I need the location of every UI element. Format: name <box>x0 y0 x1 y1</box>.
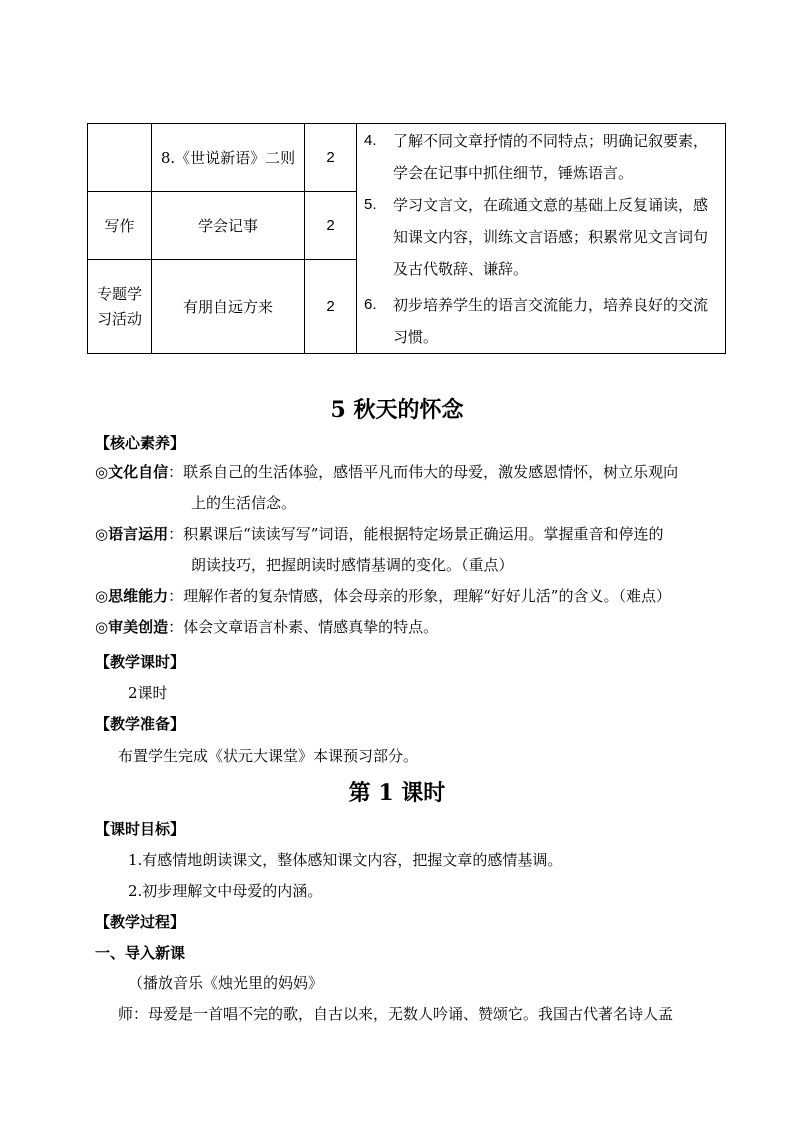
table-cell-hours: 2 <box>305 260 357 354</box>
goal-header: 【课时目标】 <box>95 820 186 838</box>
table-cell-category <box>88 124 152 192</box>
goal-item-1: 1.有感情地朗读课文，整体感知课文内容，把握文章的感情基调。 <box>128 851 563 869</box>
table-cell-content: 学会记事 <box>152 191 305 260</box>
section-heading: 一、导入新课 <box>95 944 186 962</box>
table-cell-hours: 2 <box>305 124 357 192</box>
teacher-line: 师：母爱是一首唱不完的歌，自古以来，无数人吟诵、赞颂它。我国古代著名诗人孟 <box>118 1005 674 1023</box>
goal-item: 5. 学习文言文，在疏通文意的基础上反复诵读，感知课文内容，训练文言语感；积累常见文言词句及古代敬辞、谦辞。 <box>364 196 709 278</box>
hours-text: 2课时 <box>128 684 168 702</box>
prep-text: 布置学生完成《状元大课堂》本课预习部分。 <box>118 747 419 765</box>
table-cell-goals <box>357 124 726 354</box>
lesson-title: 5 秋天的怀念 <box>330 397 464 423</box>
table-cell-content: 8.《世说新语》二则 <box>152 124 305 192</box>
goal-item: 4. 了解不同文章抒情的不同特点；明确记叙要素，学会在记事中抓住细节，锤炼语言。 <box>364 132 709 182</box>
prep-header: 【教学准备】 <box>95 715 186 733</box>
core-item-language: ◎语言运用：积累课后“读读写写”词语，能根据特定场景正确运用。掌握重音和停连的 朗读技巧，把握朗读时感情基调的变化。（重点） <box>95 525 664 574</box>
hours-header: 【教学课时】 <box>95 653 186 671</box>
curriculum-table <box>87 123 726 354</box>
music-note: （播放音乐《烛光里的妈妈》 <box>128 974 324 992</box>
core-header: 【核心素养】 <box>95 434 186 452</box>
goal-item-2: 2.初步理解文中母爱的内涵。 <box>128 882 323 900</box>
process-header: 【教学过程】 <box>95 913 186 931</box>
goal-item: 6. 初步培养学生的语言交流能力，培养良好的交流习惯。 <box>364 296 709 346</box>
table-cell-category: 专题学习活动 <box>88 260 152 354</box>
core-item-thinking: ◎思维能力：理解作者的复杂情感，体会母亲的形象，理解“好好儿活”的含义。（难点） <box>95 587 671 605</box>
table-cell-category: 写作 <box>88 191 152 260</box>
core-item-culture: ◎文化自信：联系自己的生活体验，感悟平凡而伟大的母爱，激发感恩情怀，树立乐观向 上的生活信念。 <box>95 463 679 512</box>
period-title: 第 1 课时 <box>348 780 446 806</box>
table-cell-content: 有朋自远方来 <box>152 260 305 354</box>
table-cell-hours: 2 <box>305 191 357 260</box>
core-item-aesthetic: ◎审美创造：体会文章语言朴素、情感真挚的特点。 <box>95 618 439 636</box>
